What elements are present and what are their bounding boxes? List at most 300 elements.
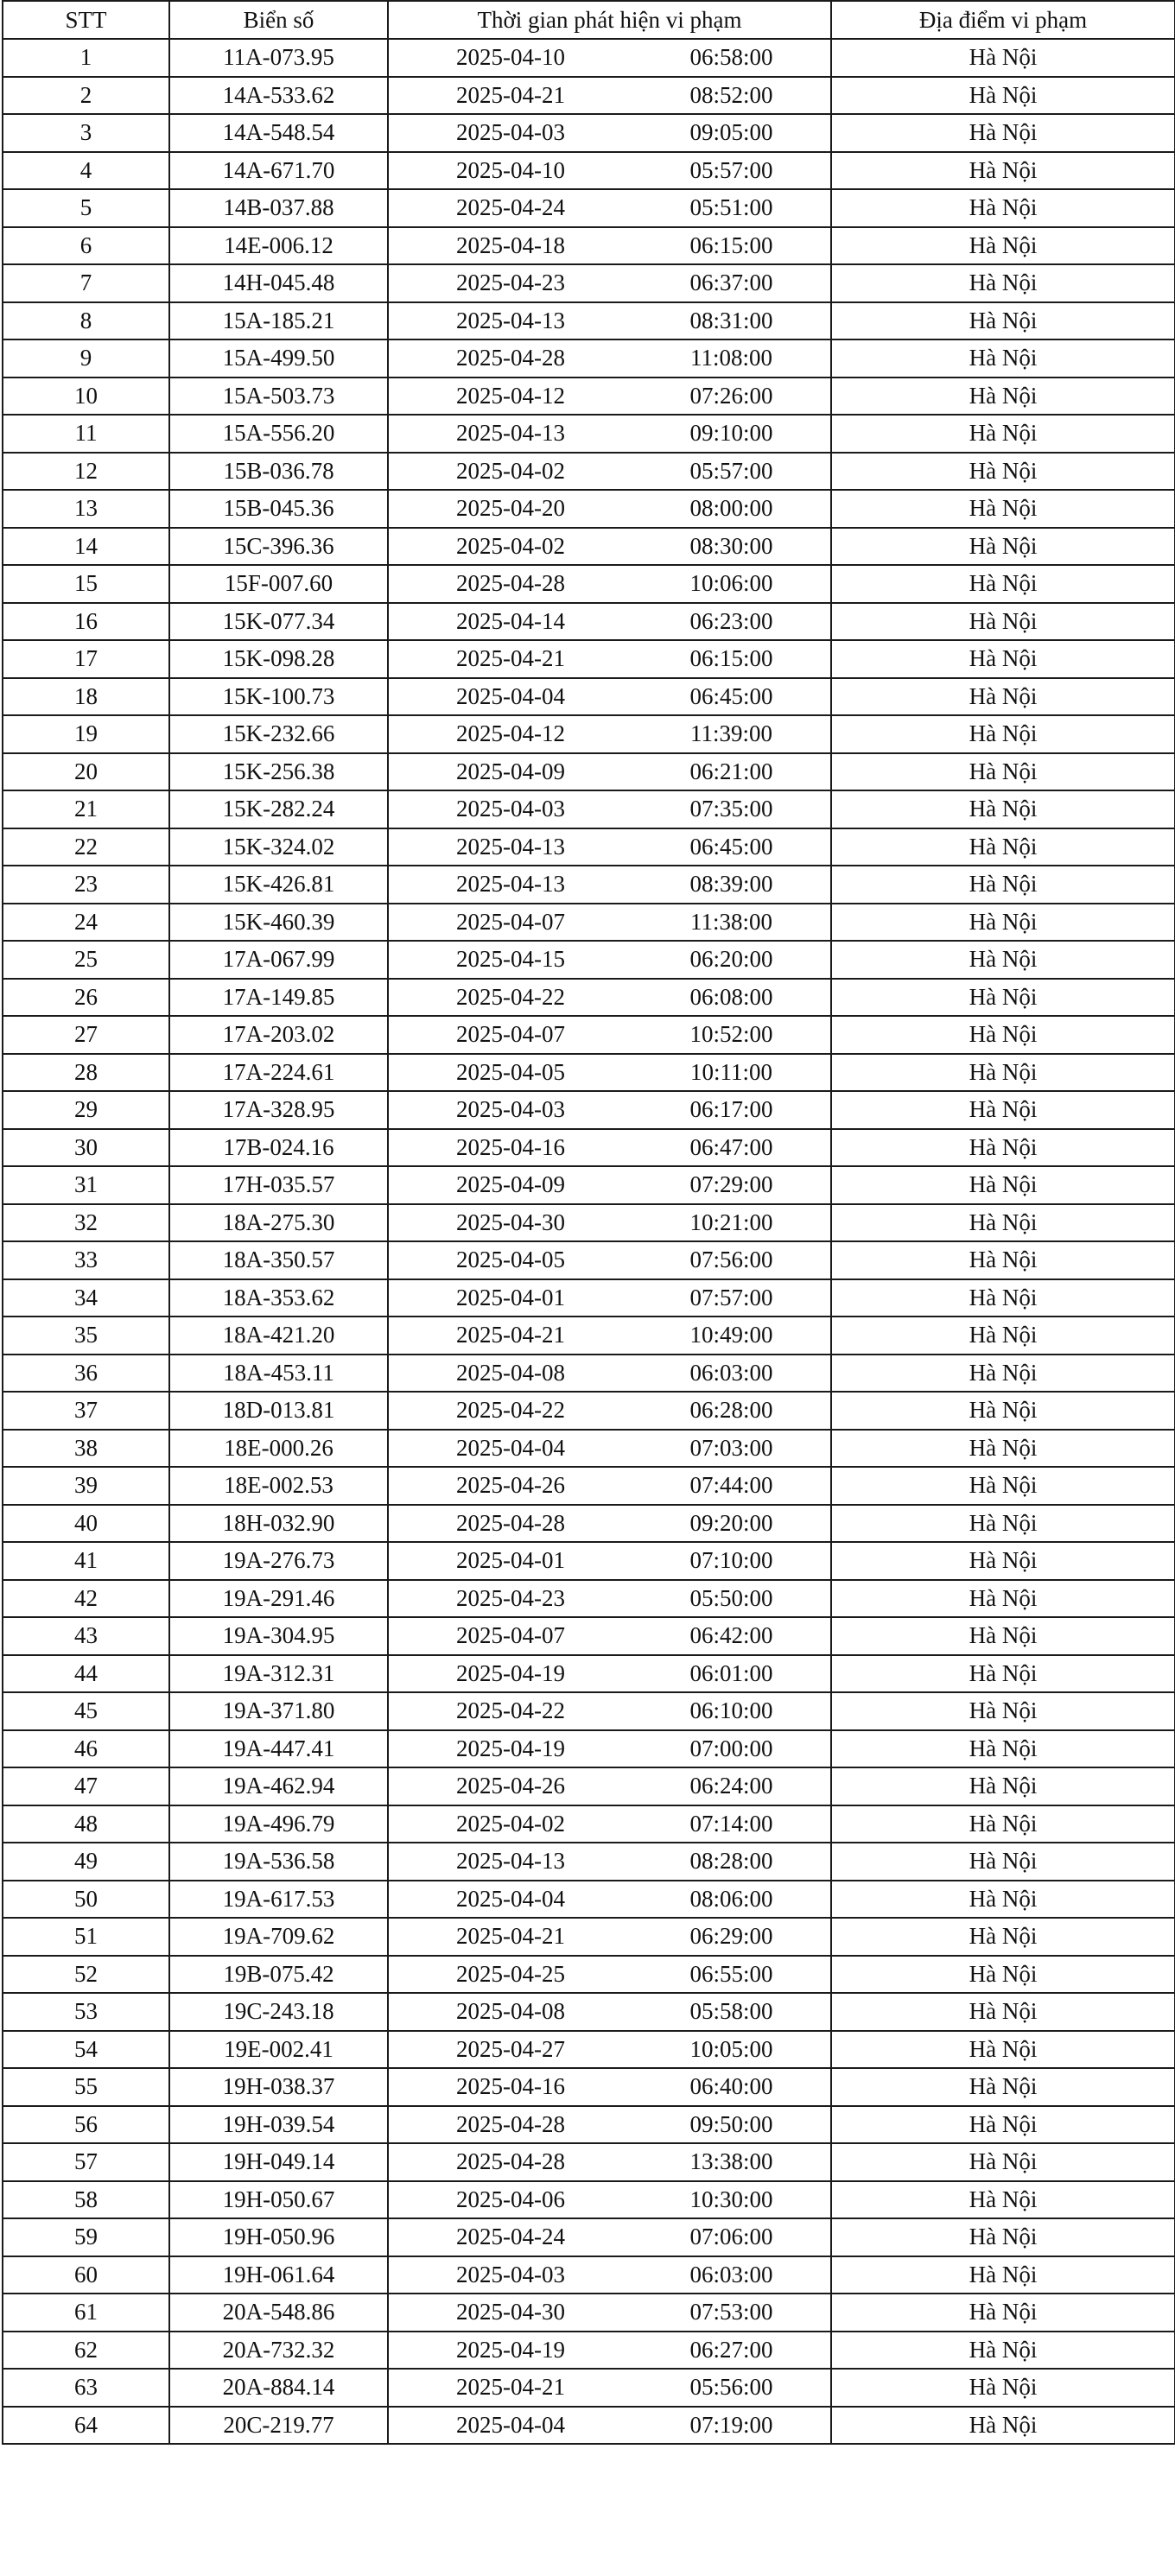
- cell-plate: 19A-447.41: [169, 1730, 388, 1768]
- table-row: [3, 189, 1175, 227]
- cell-stt: 5: [3, 189, 169, 227]
- table-row: [3, 1430, 1175, 1468]
- cell-time: 06:17:00: [632, 1091, 831, 1129]
- cell-place: Hà Nội: [831, 1505, 1175, 1543]
- table-row: [3, 2332, 1175, 2370]
- cell-stt: 43: [3, 1617, 169, 1655]
- cell-place: Hà Nội: [831, 1843, 1175, 1881]
- cell-plate: 19C-243.18: [169, 1993, 388, 2031]
- header-place: Địa điểm vi phạm: [831, 1, 1175, 39]
- cell-time: 10:49:00: [632, 1317, 831, 1355]
- table-row: [3, 941, 1175, 979]
- cell-date: 2025-04-10: [388, 39, 632, 77]
- cell-stt: 4: [3, 152, 169, 190]
- cell-time: 06:01:00: [632, 1655, 831, 1693]
- cell-plate: 19A-371.80: [169, 1692, 388, 1730]
- cell-stt: 44: [3, 1655, 169, 1693]
- cell-time: 09:20:00: [632, 1505, 831, 1543]
- cell-stt: 3: [3, 114, 169, 152]
- cell-stt: 58: [3, 2181, 169, 2219]
- cell-place: Hà Nội: [831, 1054, 1175, 1092]
- table-row: [3, 1617, 1175, 1655]
- cell-plate: 15A-499.50: [169, 339, 388, 378]
- cell-date: 2025-04-19: [388, 1730, 632, 1768]
- cell-date: 2025-04-30: [388, 2294, 632, 2332]
- cell-place: Hà Nội: [831, 1993, 1175, 2031]
- cell-date: 2025-04-07: [388, 1617, 632, 1655]
- cell-place: Hà Nội: [831, 114, 1175, 152]
- cell-date: 2025-04-07: [388, 1016, 632, 1054]
- cell-time: 07:57:00: [632, 1279, 831, 1317]
- cell-stt: 22: [3, 828, 169, 866]
- cell-place: Hà Nội: [831, 1279, 1175, 1317]
- cell-place: Hà Nội: [831, 790, 1175, 828]
- cell-place: Hà Nội: [831, 302, 1175, 340]
- cell-plate: 19H-050.67: [169, 2181, 388, 2219]
- cell-time: 07:29:00: [632, 1166, 831, 1204]
- cell-date: 2025-04-09: [388, 1166, 632, 1204]
- table-row: [3, 227, 1175, 265]
- cell-stt: 42: [3, 1580, 169, 1618]
- table-row: [3, 2068, 1175, 2106]
- table-row: [3, 453, 1175, 491]
- table-row: [3, 1580, 1175, 1618]
- cell-stt: 60: [3, 2256, 169, 2294]
- cell-place: Hà Nội: [831, 39, 1175, 77]
- cell-plate: 19A-276.73: [169, 1542, 388, 1580]
- cell-date: 2025-04-30: [388, 1204, 632, 1242]
- cell-time: 06:03:00: [632, 1355, 831, 1393]
- table-row: [3, 866, 1175, 904]
- cell-stt: 55: [3, 2068, 169, 2106]
- cell-place: Hà Nội: [831, 2369, 1175, 2407]
- cell-place: Hà Nội: [831, 2143, 1175, 2181]
- cell-time: 08:39:00: [632, 866, 831, 904]
- cell-date: 2025-04-14: [388, 603, 632, 641]
- cell-date: 2025-04-02: [388, 528, 632, 566]
- cell-stt: 11: [3, 415, 169, 453]
- cell-place: Hà Nội: [831, 152, 1175, 190]
- cell-plate: 17A-328.95: [169, 1091, 388, 1129]
- cell-time: 08:30:00: [632, 528, 831, 566]
- table-row: [3, 39, 1175, 77]
- cell-plate: 18A-453.11: [169, 1355, 388, 1393]
- table-row: [3, 1392, 1175, 1430]
- table-row: [3, 152, 1175, 190]
- header-time: Thời gian phát hiện vi phạm: [388, 1, 831, 39]
- cell-date: 2025-04-19: [388, 2332, 632, 2370]
- cell-place: Hà Nội: [831, 2106, 1175, 2144]
- cell-date: 2025-04-28: [388, 339, 632, 378]
- cell-stt: 54: [3, 2031, 169, 2069]
- table-row: [3, 1355, 1175, 1393]
- cell-time: 06:27:00: [632, 2332, 831, 2370]
- table-row: [3, 415, 1175, 453]
- cell-stt: 61: [3, 2294, 169, 2332]
- cell-time: 10:05:00: [632, 2031, 831, 2069]
- cell-stt: 41: [3, 1542, 169, 1580]
- cell-plate: 20A-884.14: [169, 2369, 388, 2407]
- cell-stt: 50: [3, 1881, 169, 1919]
- table-row: [3, 1204, 1175, 1242]
- cell-place: Hà Nội: [831, 678, 1175, 716]
- cell-date: 2025-04-05: [388, 1054, 632, 1092]
- cell-place: Hà Nội: [831, 828, 1175, 866]
- cell-place: Hà Nội: [831, 2256, 1175, 2294]
- cell-time: 05:50:00: [632, 1580, 831, 1618]
- table-row: [3, 828, 1175, 866]
- cell-place: Hà Nội: [831, 2407, 1175, 2445]
- cell-stt: 13: [3, 490, 169, 528]
- cell-stt: 45: [3, 1692, 169, 1730]
- cell-date: 2025-04-20: [388, 490, 632, 528]
- cell-stt: 34: [3, 1279, 169, 1317]
- table-row: [3, 2106, 1175, 2144]
- cell-plate: 19A-304.95: [169, 1617, 388, 1655]
- cell-date: 2025-04-28: [388, 2106, 632, 2144]
- cell-time: 06:10:00: [632, 1692, 831, 1730]
- cell-place: Hà Nội: [831, 77, 1175, 115]
- table-row: [3, 1993, 1175, 2031]
- cell-date: 2025-04-28: [388, 1505, 632, 1543]
- table-row: [3, 2407, 1175, 2445]
- table-row: [3, 77, 1175, 115]
- table-row: [3, 1692, 1175, 1730]
- table-row: [3, 1467, 1175, 1505]
- cell-date: 2025-04-05: [388, 1241, 632, 1279]
- cell-stt: 53: [3, 1993, 169, 2031]
- cell-date: 2025-04-04: [388, 1430, 632, 1468]
- cell-plate: 17A-203.02: [169, 1016, 388, 1054]
- cell-time: 09:10:00: [632, 415, 831, 453]
- cell-date: 2025-04-21: [388, 2369, 632, 2407]
- cell-date: 2025-04-21: [388, 640, 632, 678]
- cell-place: Hà Nội: [831, 1805, 1175, 1843]
- cell-plate: 18E-000.26: [169, 1430, 388, 1468]
- cell-stt: 2: [3, 77, 169, 115]
- cell-place: Hà Nội: [831, 2294, 1175, 2332]
- table-row: [3, 715, 1175, 753]
- cell-plate: 11A-073.95: [169, 39, 388, 77]
- table-row: [3, 1767, 1175, 1805]
- header-plate: Biển số: [169, 1, 388, 39]
- cell-date: 2025-04-19: [388, 1655, 632, 1693]
- cell-stt: 17: [3, 640, 169, 678]
- cell-stt: 38: [3, 1430, 169, 1468]
- cell-time: 13:38:00: [632, 2143, 831, 2181]
- table-row: [3, 1805, 1175, 1843]
- cell-stt: 19: [3, 715, 169, 753]
- cell-place: Hà Nội: [831, 339, 1175, 378]
- cell-place: Hà Nội: [831, 1392, 1175, 1430]
- cell-time: 07:35:00: [632, 790, 831, 828]
- cell-plate: 14H-045.48: [169, 264, 388, 302]
- cell-place: Hà Nội: [831, 1129, 1175, 1167]
- cell-date: 2025-04-04: [388, 2407, 632, 2445]
- cell-plate: 19A-617.53: [169, 1881, 388, 1919]
- cell-time: 06:23:00: [632, 603, 831, 641]
- cell-time: 07:14:00: [632, 1805, 831, 1843]
- cell-date: 2025-04-01: [388, 1542, 632, 1580]
- table-row: [3, 2369, 1175, 2407]
- table-row: [3, 1730, 1175, 1768]
- cell-date: 2025-04-03: [388, 790, 632, 828]
- table-row: [3, 1918, 1175, 1956]
- cell-date: 2025-04-23: [388, 1580, 632, 1618]
- table-body: [3, 39, 1175, 2444]
- cell-place: Hà Nội: [831, 1655, 1175, 1693]
- cell-place: Hà Nội: [831, 1881, 1175, 1919]
- cell-plate: 20A-732.32: [169, 2332, 388, 2370]
- cell-stt: 27: [3, 1016, 169, 1054]
- cell-place: Hà Nội: [831, 979, 1175, 1017]
- cell-time: 06:37:00: [632, 264, 831, 302]
- cell-stt: 59: [3, 2218, 169, 2256]
- cell-plate: 15K-100.73: [169, 678, 388, 716]
- cell-time: 11:08:00: [632, 339, 831, 378]
- cell-time: 06:15:00: [632, 227, 831, 265]
- cell-time: 07:03:00: [632, 1430, 831, 1468]
- table-row: [3, 2294, 1175, 2332]
- cell-place: Hà Nội: [831, 189, 1175, 227]
- cell-plate: 14E-006.12: [169, 227, 388, 265]
- cell-stt: 18: [3, 678, 169, 716]
- cell-plate: 15K-460.39: [169, 904, 388, 942]
- table-row: [3, 2181, 1175, 2219]
- cell-date: 2025-04-13: [388, 1843, 632, 1881]
- cell-stt: 15: [3, 565, 169, 603]
- table-row: [3, 603, 1175, 641]
- cell-stt: 9: [3, 339, 169, 378]
- cell-place: Hà Nội: [831, 2332, 1175, 2370]
- cell-plate: 14A-548.54: [169, 114, 388, 152]
- cell-time: 06:08:00: [632, 979, 831, 1017]
- cell-place: Hà Nội: [831, 1016, 1175, 1054]
- cell-stt: 52: [3, 1956, 169, 1994]
- cell-date: 2025-04-24: [388, 189, 632, 227]
- cell-stt: 37: [3, 1392, 169, 1430]
- cell-place: Hà Nội: [831, 2068, 1175, 2106]
- cell-time: 05:57:00: [632, 453, 831, 491]
- cell-plate: 19E-002.41: [169, 2031, 388, 2069]
- table-header: [3, 1, 1175, 39]
- cell-date: 2025-04-03: [388, 1091, 632, 1129]
- cell-place: Hà Nội: [831, 753, 1175, 791]
- cell-time: 09:05:00: [632, 114, 831, 152]
- cell-time: 06:45:00: [632, 828, 831, 866]
- cell-stt: 7: [3, 264, 169, 302]
- cell-date: 2025-04-21: [388, 77, 632, 115]
- table-row: [3, 528, 1175, 566]
- cell-date: 2025-04-12: [388, 378, 632, 416]
- cell-place: Hà Nội: [831, 603, 1175, 641]
- cell-date: 2025-04-04: [388, 1881, 632, 1919]
- table-row: [3, 339, 1175, 378]
- cell-place: Hà Nội: [831, 2218, 1175, 2256]
- cell-plate: 15K-426.81: [169, 866, 388, 904]
- table-row: [3, 979, 1175, 1017]
- cell-place: Hà Nội: [831, 378, 1175, 416]
- cell-stt: 8: [3, 302, 169, 340]
- cell-time: 06:29:00: [632, 1918, 831, 1956]
- cell-place: Hà Nội: [831, 1692, 1175, 1730]
- cell-plate: 18A-421.20: [169, 1317, 388, 1355]
- table-row: [3, 2031, 1175, 2069]
- table-row: [3, 753, 1175, 791]
- cell-time: 08:06:00: [632, 1881, 831, 1919]
- cell-date: 2025-04-26: [388, 1467, 632, 1505]
- cell-date: 2025-04-28: [388, 565, 632, 603]
- cell-time: 07:19:00: [632, 2407, 831, 2445]
- table-row: [3, 790, 1175, 828]
- cell-plate: 19A-709.62: [169, 1918, 388, 1956]
- cell-plate: 15B-045.36: [169, 490, 388, 528]
- cell-date: 2025-04-13: [388, 828, 632, 866]
- cell-date: 2025-04-03: [388, 2256, 632, 2294]
- cell-stt: 40: [3, 1505, 169, 1543]
- table-row: [3, 490, 1175, 528]
- cell-place: Hà Nội: [831, 640, 1175, 678]
- table-row: [3, 1091, 1175, 1129]
- table-row: [3, 378, 1175, 416]
- cell-place: Hà Nội: [831, 866, 1175, 904]
- cell-place: Hà Nội: [831, 1467, 1175, 1505]
- cell-plate: 17A-067.99: [169, 941, 388, 979]
- cell-plate: 15K-256.38: [169, 753, 388, 791]
- table-row: [3, 1016, 1175, 1054]
- cell-stt: 21: [3, 790, 169, 828]
- cell-date: 2025-04-27: [388, 2031, 632, 2069]
- cell-stt: 46: [3, 1730, 169, 1768]
- cell-date: 2025-04-18: [388, 227, 632, 265]
- table-row: [3, 2143, 1175, 2181]
- cell-date: 2025-04-13: [388, 866, 632, 904]
- cell-plate: 15K-077.34: [169, 603, 388, 641]
- cell-plate: 15C-396.36: [169, 528, 388, 566]
- cell-date: 2025-04-13: [388, 415, 632, 453]
- cell-date: 2025-04-16: [388, 1129, 632, 1167]
- cell-date: 2025-04-21: [388, 1317, 632, 1355]
- cell-date: 2025-04-07: [388, 904, 632, 942]
- cell-date: 2025-04-08: [388, 1993, 632, 2031]
- cell-time: 05:57:00: [632, 152, 831, 190]
- cell-place: Hà Nội: [831, 1355, 1175, 1393]
- cell-place: Hà Nội: [831, 715, 1175, 753]
- cell-date: 2025-04-08: [388, 1355, 632, 1393]
- cell-place: Hà Nội: [831, 1580, 1175, 1618]
- table-row: [3, 640, 1175, 678]
- cell-stt: 64: [3, 2407, 169, 2445]
- cell-stt: 30: [3, 1129, 169, 1167]
- cell-time: 06:47:00: [632, 1129, 831, 1167]
- cell-place: Hà Nội: [831, 264, 1175, 302]
- cell-date: 2025-04-22: [388, 979, 632, 1017]
- cell-plate: 19B-075.42: [169, 1956, 388, 1994]
- cell-stt: 57: [3, 2143, 169, 2181]
- cell-plate: 14A-671.70: [169, 152, 388, 190]
- cell-place: Hà Nội: [831, 415, 1175, 453]
- cell-place: Hà Nội: [831, 565, 1175, 603]
- cell-plate: 17A-224.61: [169, 1054, 388, 1092]
- cell-plate: 18E-002.53: [169, 1467, 388, 1505]
- cell-stt: 23: [3, 866, 169, 904]
- cell-stt: 33: [3, 1241, 169, 1279]
- cell-time: 11:39:00: [632, 715, 831, 753]
- table-row: [3, 904, 1175, 942]
- table-row: [3, 2218, 1175, 2256]
- cell-stt: 28: [3, 1054, 169, 1092]
- cell-stt: 36: [3, 1355, 169, 1393]
- cell-time: 08:31:00: [632, 302, 831, 340]
- cell-plate: 19A-462.94: [169, 1767, 388, 1805]
- cell-time: 06:20:00: [632, 941, 831, 979]
- cell-time: 06:21:00: [632, 753, 831, 791]
- table-row: [3, 1279, 1175, 1317]
- cell-time: 07:10:00: [632, 1542, 831, 1580]
- cell-place: Hà Nội: [831, 1730, 1175, 1768]
- table-row: [3, 1655, 1175, 1693]
- cell-plate: 19H-039.54: [169, 2106, 388, 2144]
- cell-plate: 19H-061.64: [169, 2256, 388, 2294]
- cell-time: 08:28:00: [632, 1843, 831, 1881]
- cell-place: Hà Nội: [831, 490, 1175, 528]
- cell-plate: 19A-312.31: [169, 1655, 388, 1693]
- cell-stt: 35: [3, 1317, 169, 1355]
- cell-date: 2025-04-12: [388, 715, 632, 753]
- cell-date: 2025-04-09: [388, 753, 632, 791]
- cell-date: 2025-04-28: [388, 2143, 632, 2181]
- cell-place: Hà Nội: [831, 1166, 1175, 1204]
- cell-plate: 20A-548.86: [169, 2294, 388, 2332]
- cell-plate: 18A-275.30: [169, 1204, 388, 1242]
- cell-plate: 14A-533.62: [169, 77, 388, 115]
- cell-date: 2025-04-22: [388, 1392, 632, 1430]
- cell-plate: 19H-038.37: [169, 2068, 388, 2106]
- cell-plate: 15B-036.78: [169, 453, 388, 491]
- cell-date: 2025-04-02: [388, 453, 632, 491]
- cell-place: Hà Nội: [831, 1204, 1175, 1242]
- cell-plate: 19H-049.14: [169, 2143, 388, 2181]
- table-row: [3, 1956, 1175, 1994]
- cell-place: Hà Nội: [831, 1091, 1175, 1129]
- cell-date: 2025-04-10: [388, 152, 632, 190]
- cell-time: 09:50:00: [632, 2106, 831, 2144]
- cell-place: Hà Nội: [831, 1617, 1175, 1655]
- cell-plate: 15K-098.28: [169, 640, 388, 678]
- cell-date: 2025-04-26: [388, 1767, 632, 1805]
- table-row: [3, 1843, 1175, 1881]
- cell-time: 05:58:00: [632, 1993, 831, 2031]
- cell-stt: 20: [3, 753, 169, 791]
- cell-date: 2025-04-13: [388, 302, 632, 340]
- table-row: [3, 678, 1175, 716]
- cell-stt: 25: [3, 941, 169, 979]
- table-row: [3, 2256, 1175, 2294]
- table-row: [3, 1542, 1175, 1580]
- cell-stt: 16: [3, 603, 169, 641]
- cell-time: 06:40:00: [632, 2068, 831, 2106]
- cell-stt: 24: [3, 904, 169, 942]
- table-row: [3, 1166, 1175, 1204]
- cell-plate: 18A-353.62: [169, 1279, 388, 1317]
- cell-place: Hà Nội: [831, 1542, 1175, 1580]
- cell-date: 2025-04-15: [388, 941, 632, 979]
- cell-plate: 15A-556.20: [169, 415, 388, 453]
- cell-plate: 15A-503.73: [169, 378, 388, 416]
- cell-time: 10:21:00: [632, 1204, 831, 1242]
- cell-time: 07:00:00: [632, 1730, 831, 1768]
- cell-time: 06:58:00: [632, 39, 831, 77]
